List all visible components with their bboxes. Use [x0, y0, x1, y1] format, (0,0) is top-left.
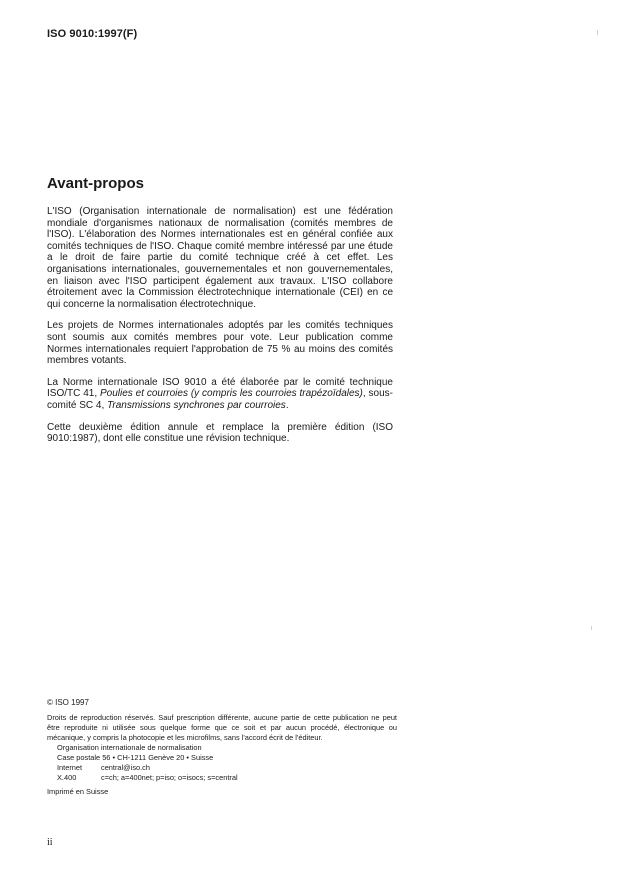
page-number: ii: [47, 837, 53, 848]
postal-address: Case postale 56 • CH-1211 Genève 20 • Suisse: [57, 753, 214, 762]
copyright-block: [47, 698, 397, 797]
paragraph-3-text-a: La Norme internationale ISO 9010 a été élaborée par le comité technique ISO/TC 41,: [47, 376, 393, 400]
scan-speck: [597, 30, 598, 35]
paragraph-3-text-c: .: [285, 399, 289, 411]
publisher-address: [57, 743, 397, 783]
x400-address: c=ch; a=400net; p=iso; o=isocs; s=central: [101, 773, 238, 782]
x400-label: X.400: [57, 773, 77, 782]
scan-speck: [591, 626, 592, 630]
foreword-body: [47, 206, 393, 455]
internet-label: Internet: [57, 763, 83, 772]
copyright-notice: © ISO 1997: [47, 698, 89, 707]
printed-in: Imprimé en Suisse: [47, 787, 109, 796]
internet-line: [57, 763, 397, 773]
paragraph-3: [47, 377, 393, 412]
paragraph-1: L'ISO (Organisation internationale de normalisation) est une fédération mondiale d'organismes nationaux de normalisation (comités membres de l'ISO). L'élaboration des Normes internationales est en général confiée aux comités techniques de l'ISO. Chaque comité membre intéressé par une étude a le droit de faire partie du comité technique créé à cet effet. Les organisations internationales, gouvernementales et non gouvernementales, en liaison avec l'ISO participent également aux travaux. L'ISO collabore étroitement avec la Commission électrotechnique internationale (CEI) en ce qui concerne la normalisation électrotechnique.: [47, 206, 393, 310]
reproduction-rights: Droits de reproduction réservés. Sauf prescription différente, aucune partie de cette publication ne peut être reproduite ni utilisée sous quelque forme que ce soit et par aucun procédé, électronique ou mécanique, y compris la photocopie et les microfilms, sans l'accord écrit de l'éditeur.: [47, 713, 397, 742]
committee-title: Poulies et courroies (y compris les courroies trapézoïdales): [99, 388, 363, 400]
x400-line: [57, 773, 397, 783]
page-title: Avant-propos: [47, 175, 144, 192]
organization-name: Organisation internationale de normalisation: [57, 743, 202, 752]
paragraph-2: Les projets de Normes internationales adoptés par les comités techniques sont soumis aux comités membres pour vote. Leur publication comme Normes internationales requiert l'approbation de 75 % au moins des comités membres votants.: [47, 320, 393, 367]
internet-address: central@iso.ch: [101, 763, 150, 772]
paragraph-4: Cette deuxième édition annule et remplace la première édition (ISO 9010:1987), dont elle constitue une révision technique.: [47, 421, 393, 445]
subcommittee-title: Transmissions synchrones par courroies: [107, 399, 286, 411]
paragraph-3-text-b: , sous-comité SC 4,: [47, 388, 393, 411]
document-header: ISO 9010:1997(F): [47, 28, 138, 40]
